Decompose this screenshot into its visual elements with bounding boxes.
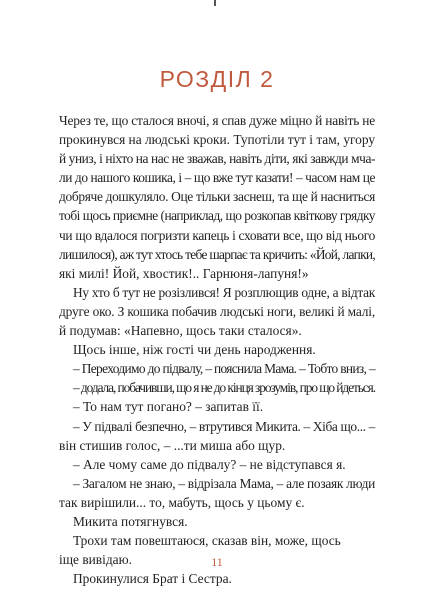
text-line: добряче дошкуляло. Оце тільки заснеш, та ще й насниться: [59, 189, 375, 205]
text-line: лишилося), аж тут хтось тебе шарпає та кричить: «Йой, лапки,: [59, 246, 375, 262]
text-line: друге око. З кошика побачив людські ноги, великі й малі,: [59, 303, 375, 319]
text-line: Трохи там повештаюся, сказав він, може, щось: [73, 533, 341, 549]
text-line: й униз, і ніхто на нас не зважав, навіть діти, які завжди мча-: [59, 151, 375, 167]
chapter-body: [59, 111, 375, 588]
text-line: Ну хто б тут не розізлився! Я розплющив одне, а відтак: [73, 284, 375, 300]
page-number: 11: [211, 555, 223, 569]
text-line: Щось інше, ніж гості чи день народження.: [73, 342, 316, 358]
text-line: він стишив голос, – ...ти миша або щур.: [59, 437, 286, 453]
chapter-title: РОЗДІЛ 2: [159, 66, 275, 92]
text-line: Микита потягнувся.: [73, 513, 188, 529]
text-line: – Але чому саме до підвалу? – не відступався я.: [73, 456, 346, 472]
text-line: – Переходимо до підвалу, – пояснила Мама. – Тобто вниз, –: [73, 361, 375, 377]
text-line: прокинувся на людські кроки. Тупотіли тут і там, угору: [59, 132, 375, 148]
text-line: які милі! Йой, хвостик!.. Гарнюня-лапуня!»: [59, 265, 309, 281]
text-line: Прокинулися Брат і Сестра.: [73, 571, 232, 587]
text-line: – додала, побачивши, що я не до кінця зрозумів, про що йдеться.: [73, 380, 375, 396]
text-line: – То нам тут погано? – запитав її.: [73, 399, 264, 415]
text-line: іще вивідаю.: [59, 552, 132, 568]
text-line: тобі щось приємне (наприклад, що розкопав квіткову грядку: [59, 208, 375, 224]
text-line: Через те, що сталося вночі, я спав дуже міцно й навіть не: [59, 113, 375, 128]
text-line: так вирішили... то, мабуть, щось у цьому є.: [59, 494, 305, 510]
text-line: ли до нашого кошика, і – що вже тут казати! – часом нам це: [59, 170, 375, 186]
text-line: – Загалом не знаю, – відрізала Мама, – але позаяк люди: [73, 475, 375, 491]
top-edge-mark: [214, 0, 216, 6]
text-line: – У підвалі безпечно, – втрутився Микита. – Хіба що... –: [73, 418, 375, 434]
text-line: й подумав: «Напевно, щось таки сталося».: [59, 323, 302, 339]
text-line: чи що вдалося погризти капець і сховати все, що від нього: [59, 227, 375, 243]
